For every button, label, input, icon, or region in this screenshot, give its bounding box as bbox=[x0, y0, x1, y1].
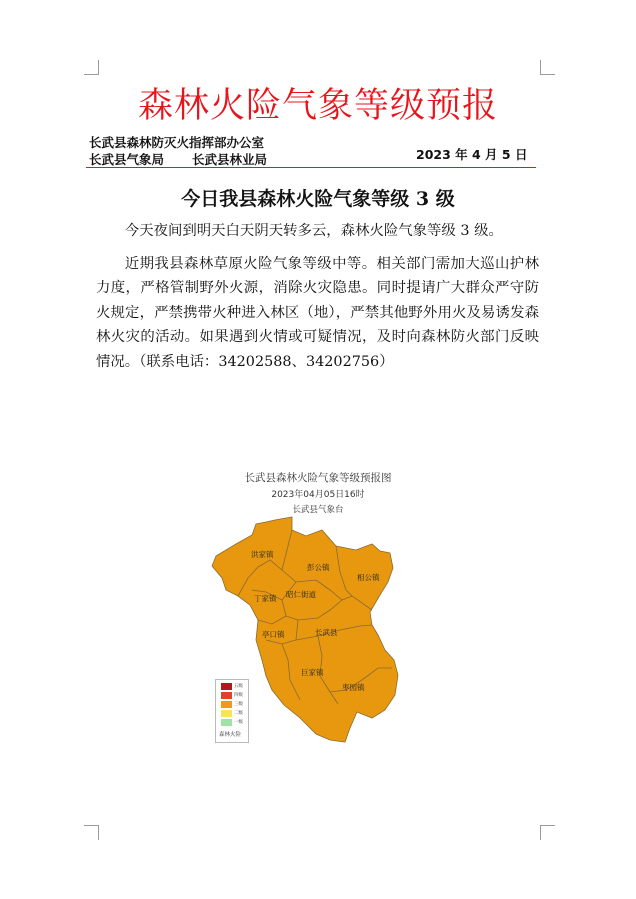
legend-swatch-level5 bbox=[221, 683, 232, 690]
headline: 今日我县森林火险气象等级 3 级 bbox=[181, 188, 455, 210]
town-label: 枣园镇 bbox=[342, 683, 365, 692]
town-label: 彭公镇 bbox=[307, 563, 330, 572]
agency-line-1: 长武县森林防灭火指挥部办公室 bbox=[89, 135, 265, 150]
legend-label: 四级 bbox=[234, 693, 243, 698]
town-label: 洪家镇 bbox=[251, 550, 274, 559]
issue-date: 2023 年 4 月 5 日 bbox=[416, 147, 528, 162]
agency-forestry-bureau: 长武县林业局 bbox=[192, 152, 268, 167]
paragraph-advice: 近期我县森林草原火险气象等级中等。相关部门需加大巡山护林力度，严格管制野外火源，消除火灾隐患。同时提请广大群众严守防火规定，严禁携带火种进入林区（地），严禁其他野外用火及易诱发森林火灾的活动。如果遇到火情或可疑情况，及时向森林防火部门反映情况。（联系电话：34202588、34202756） bbox=[96, 255, 539, 370]
town-label: 丁家镇 bbox=[254, 594, 277, 603]
legend-swatch-level2 bbox=[221, 710, 232, 717]
paragraph-forecast: 今天夜间到明天白天阴天转多云，森林火险气象等级 3 级。 bbox=[124, 223, 503, 239]
map-time: 2023年04月05日16时 bbox=[271, 490, 365, 500]
town-label: 长武县 bbox=[315, 628, 338, 637]
legend-swatch-level1 bbox=[221, 719, 232, 726]
document-title: 森林火险气象等级预报 bbox=[137, 86, 498, 126]
legend-swatch-level3 bbox=[221, 701, 232, 708]
town-label: 昭仁街道 bbox=[286, 590, 316, 599]
legend-label: 五级 bbox=[234, 684, 243, 689]
legend-label: 二级 bbox=[234, 711, 243, 716]
legend-label: 一级 bbox=[234, 720, 243, 725]
map-issuer: 长武县气象台 bbox=[292, 505, 344, 515]
legend-swatch-level4 bbox=[221, 692, 232, 699]
town-label: 亭口镇 bbox=[262, 630, 285, 639]
legend-title: 森林火险 bbox=[219, 732, 242, 738]
town-label: 相公镇 bbox=[357, 573, 380, 582]
agency-weather-bureau: 长武县气象局 bbox=[89, 152, 165, 167]
map-title: 长武县森林火险气象等级预报图 bbox=[244, 472, 392, 484]
town-label: 巨家镇 bbox=[301, 668, 324, 677]
map-legend bbox=[215, 679, 249, 743]
legend-label: 三级 bbox=[234, 702, 243, 707]
